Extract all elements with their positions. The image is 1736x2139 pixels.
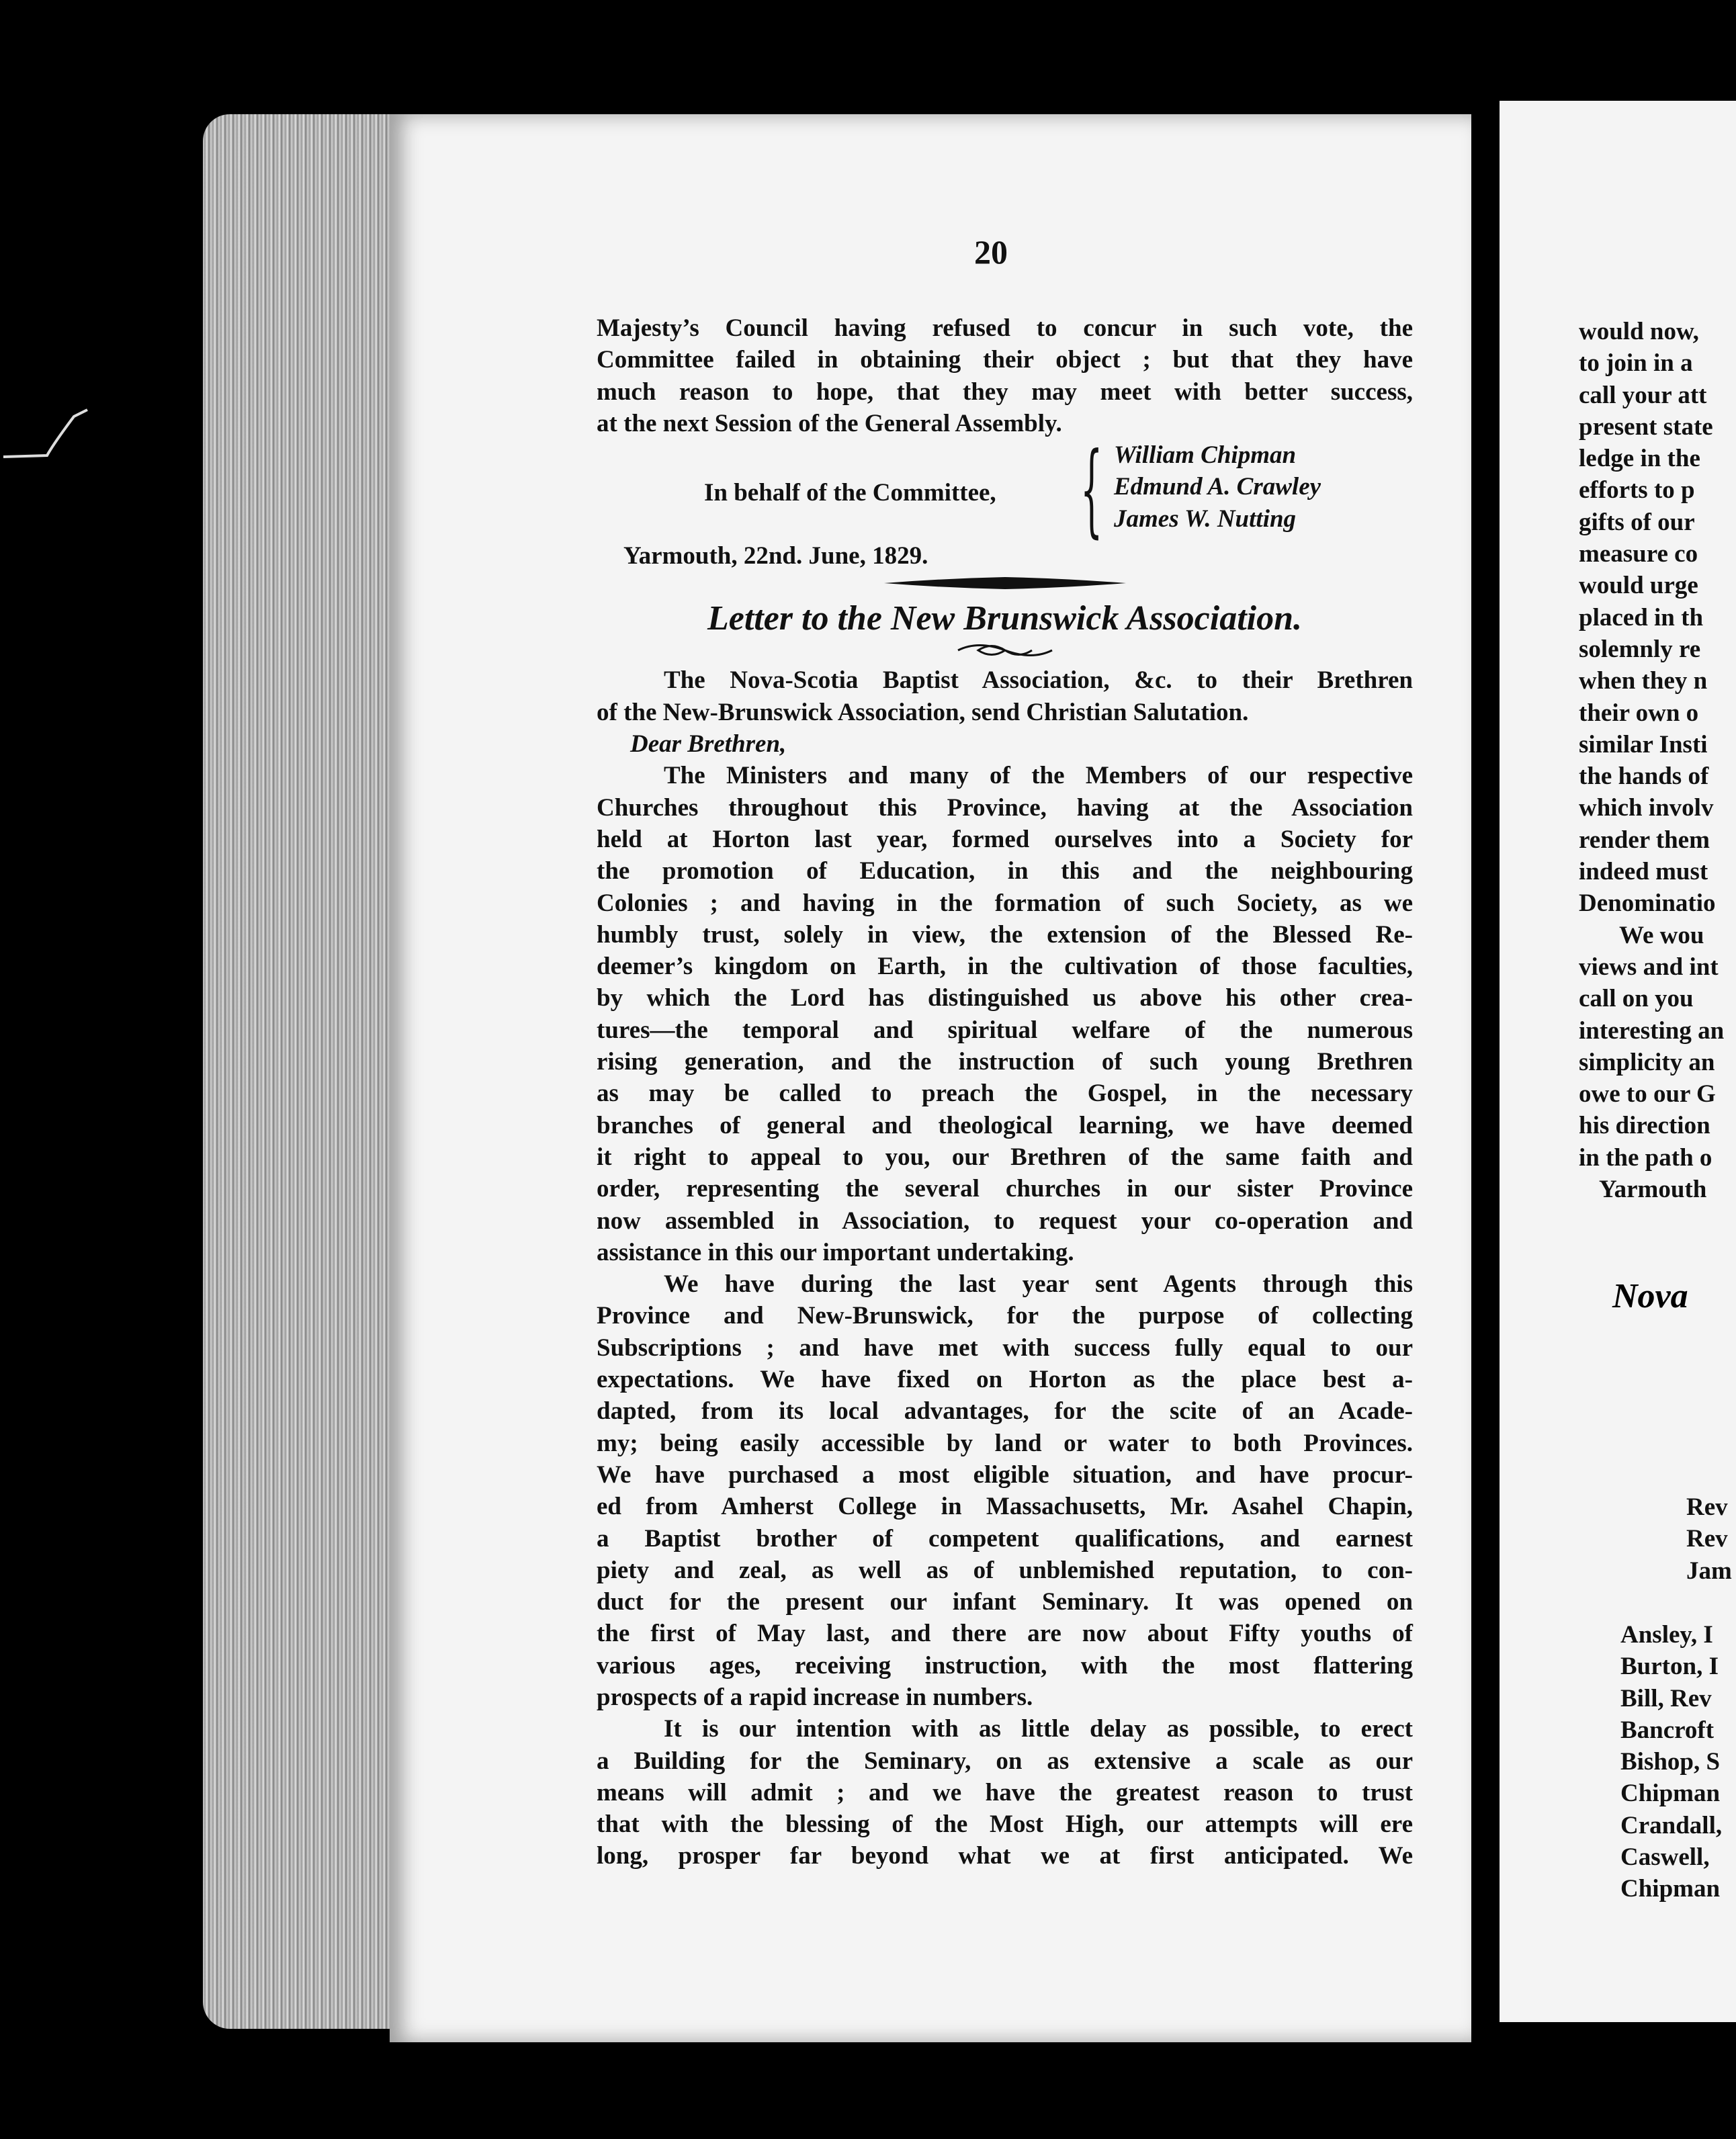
page-number: 20: [974, 233, 1008, 271]
letter-heading: Letter to the New Brunswick Association.: [707, 599, 1303, 638]
text-line: duct for the present our infant Seminary. It was opened on: [597, 1588, 1413, 1616]
text-line: ed from Amherst College in Massachusetts, Mr. Asahel Chapin,: [597, 1493, 1413, 1521]
text-line: Crandall,: [1620, 1811, 1723, 1839]
text-line: Chipman: [1620, 1780, 1721, 1808]
text-line: views and int: [1579, 953, 1719, 981]
text-line: Burton, I: [1620, 1653, 1719, 1681]
brace-symbol: {: [1080, 431, 1103, 549]
text-line: order, representing the several churches in our sister Province: [597, 1175, 1413, 1203]
text-line: their own o: [1579, 699, 1699, 727]
text-line: present state: [1579, 412, 1713, 441]
text-line: now assembled in Association, to request your co-operation and: [597, 1207, 1413, 1235]
text-line: similar Insti: [1579, 730, 1708, 758]
text-line: owe to our G: [1579, 1080, 1716, 1108]
paragraph-3: [597, 1713, 1413, 1872]
text-line: It is our intention with as little delay as possible, to erect: [664, 1715, 1413, 1743]
text-line: rising generation, and the instruction of such young Brethren: [597, 1048, 1413, 1076]
text-line: Denominatio: [1579, 889, 1716, 918]
text-line: as may be called to preach the Gospel, in the necessary: [597, 1080, 1413, 1108]
text-line: branches of general and theological learning, we have deemed: [597, 1111, 1413, 1139]
text-line: solemnly re: [1579, 635, 1701, 663]
text-line: when they n: [1579, 667, 1708, 695]
signature-label: In behalf of the Committee,: [704, 479, 996, 507]
text-line: piety and zeal, as well as of unblemished reputation, to con-: [597, 1556, 1413, 1584]
text-line: assistance in this our important undertaking.: [597, 1238, 1074, 1266]
text-line: a Building for the Seminary, on as extensive a scale as our: [597, 1747, 1413, 1775]
text-line: his direction: [1579, 1112, 1710, 1140]
text-line: the hands of: [1579, 762, 1709, 791]
text-line: measure co: [1579, 540, 1698, 568]
text-line: Caswell,: [1620, 1843, 1710, 1872]
right-page-text: [1579, 316, 1736, 1205]
paragraph-2: [597, 1268, 1413, 1713]
text-line: that with the blessing of the Most High, our attempts will ere: [597, 1810, 1413, 1839]
text-line: the promotion of Education, in this and the neighbouring: [597, 857, 1413, 885]
text-line: efforts to p: [1579, 476, 1695, 505]
text-line: Majesty’s Council having refused to concur in such vote, the: [597, 314, 1413, 342]
text-line: placed in th: [1579, 603, 1704, 631]
text-line: gifts of our: [1579, 508, 1695, 536]
text-line: interesting an: [1579, 1016, 1725, 1045]
text-line: Chipman: [1620, 1875, 1721, 1903]
text-line: means will admit ; and we have the greatest reason to trust: [597, 1778, 1413, 1806]
right-page-names-b: [1620, 1619, 1722, 1905]
text-line: dapted, from its local advantages, for the scite of an Acade-: [597, 1397, 1413, 1426]
text-line: various ages, receiving instruction, with the most flattering: [597, 1651, 1413, 1679]
text-line: of the New-Brunswick Association, send Christian Salutation.: [597, 698, 1249, 726]
text-line: Yarmouth: [1599, 1176, 1707, 1204]
book-page-edges: [203, 114, 398, 2029]
text-line: Colonies ; and having in the formation of such Society, as we: [597, 889, 1413, 917]
signature-block: [597, 431, 1413, 549]
text-line: We wou: [1619, 921, 1704, 949]
text-line: which involv: [1579, 794, 1714, 822]
text-line: long, prosper far beyond what we at first anticipated. We: [597, 1842, 1413, 1870]
text-line: We have during the last year sent Agents through this: [664, 1270, 1413, 1299]
right-page-heading: Nova: [1612, 1277, 1688, 1315]
text-line: Rev: [1686, 1493, 1728, 1521]
dateline: Yarmouth, 22nd. June, 1829.: [623, 542, 928, 570]
text-line: Bill, Rev: [1620, 1684, 1712, 1712]
address-paragraph: [597, 664, 1413, 728]
text-line: ledge in the: [1579, 445, 1700, 473]
text-line: call your att: [1579, 381, 1707, 409]
text-line: held at Horton last year, formed ourselves into a Society for: [597, 825, 1413, 853]
text-line: Ansley, I: [1620, 1621, 1713, 1649]
text-line: The Nova-Scotia Baptist Association, &c. to their Brethren: [664, 666, 1413, 695]
text-line: Province and New-Brunswick, for the purpose of collecting: [597, 1302, 1413, 1330]
text-line: my; being easily accessible by land or water to both Provinces.: [597, 1429, 1413, 1457]
margin-mark: [0, 403, 94, 470]
text-line: humbly trust, solely in view, the extension of the Blessed Re-: [597, 920, 1413, 949]
text-line: Churches throughout this Province, having at the Association: [597, 793, 1413, 822]
signatory-name: James W. Nutting: [1114, 505, 1297, 533]
text-line: Jam: [1686, 1557, 1732, 1585]
text-line: a Baptist brother of competent qualifications, and earnest: [597, 1524, 1413, 1553]
text-line: indeed must: [1579, 858, 1708, 886]
ornamental-flourish: [951, 640, 1059, 660]
text-line: Bishop, S: [1620, 1748, 1721, 1776]
text-line: it right to appeal to you, our Brethren of the same faith and: [597, 1143, 1413, 1171]
text-line: prospects of a rapid increase in numbers.: [597, 1683, 1033, 1711]
text-line: Subscriptions ; and have met with success fully equal to our: [597, 1334, 1413, 1362]
text-line: would now,: [1579, 318, 1699, 345]
salutation: Dear Brethren,: [630, 730, 787, 758]
signatory-name: William Chipman: [1114, 441, 1297, 470]
text-line: tures—the temporal and spiritual welfare of the numerous: [597, 1016, 1413, 1044]
intro-paragraph: [597, 312, 1413, 439]
signature-names: [1114, 439, 1321, 535]
text-line: much reason to hope, that they may meet with better success,: [597, 378, 1413, 406]
left-page-text: [597, 312, 1413, 1872]
text-line: call on you: [1579, 985, 1694, 1013]
text-line: at the next Session of the General Assembly.: [597, 409, 1062, 437]
text-line: to join in a: [1579, 349, 1693, 378]
text-line: the first of May last, and there are now about Fifty youths of: [597, 1620, 1413, 1648]
text-line: by which the Lord has distinguished us above his other crea-: [597, 984, 1413, 1012]
text-line: would urge: [1579, 572, 1698, 600]
text-line: Rev: [1686, 1525, 1728, 1553]
text-line: deemer’s kingdom on Earth, in the cultivation of those faculties,: [597, 953, 1413, 981]
signatory-name: Edmund A. Crawley: [1114, 473, 1321, 501]
text-line: We have purchased a most eligible situation, and have procur-: [597, 1460, 1413, 1489]
right-page-names-a: [1619, 1491, 1732, 1587]
ornamental-rule: [884, 576, 1126, 591]
text-line: Committee failed in obtaining their object ; but that they have: [597, 346, 1413, 374]
text-line: The Ministers and many of the Members of our respective: [664, 762, 1413, 790]
text-line: Bancroft: [1620, 1716, 1715, 1744]
text-line: expectations. We have fixed on Horton as the place best a-: [597, 1366, 1413, 1394]
text-line: simplicity an: [1579, 1048, 1715, 1076]
paragraph-1: [597, 760, 1413, 1268]
text-line: in the path o: [1579, 1143, 1712, 1172]
text-line: render them: [1579, 826, 1710, 854]
